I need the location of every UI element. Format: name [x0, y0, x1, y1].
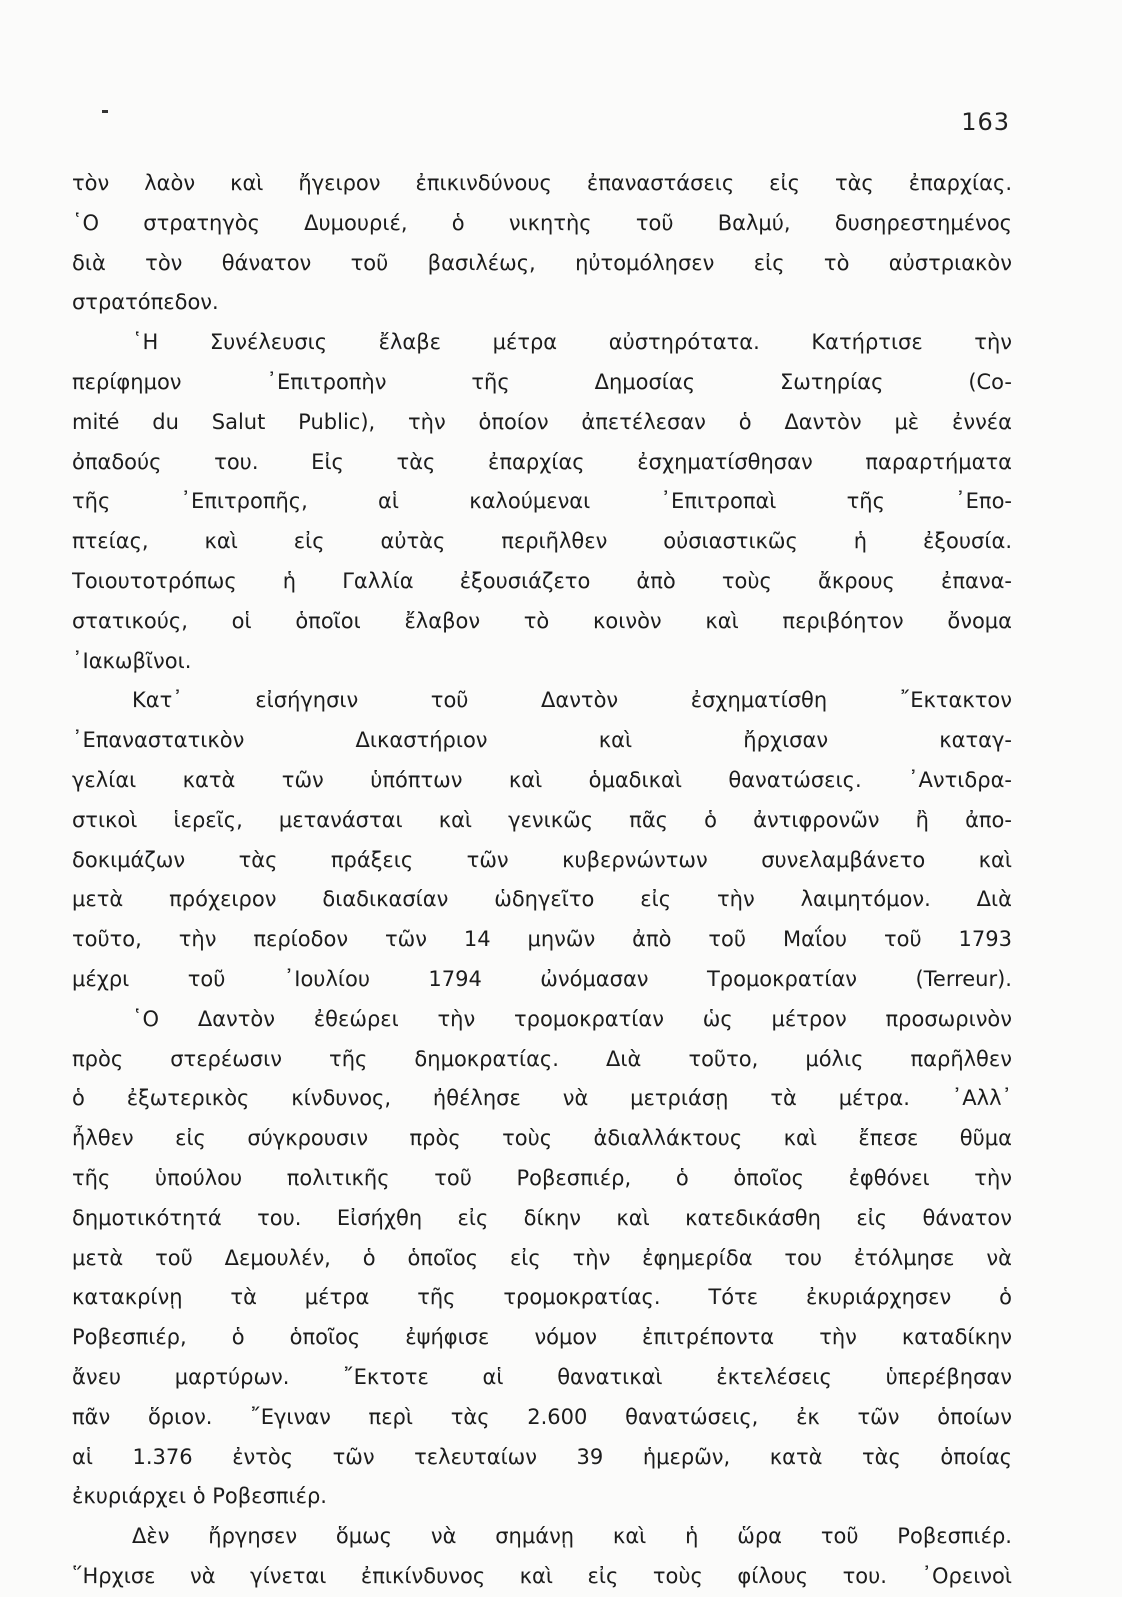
- body-text: [72, 164, 1012, 1597]
- text-line-23: πρὸς στερέωσιν τῆς δημοκρατίας. Διὰ τοῦτο, μόλις παρῆλθεν: [72, 1046, 1012, 1071]
- text-line-1: τὸν λαὸν καὶ ἤγειρον ἐπικινδύνους ἐπαναστάσεις εἰς τὰς ἐπαρχίας.: [72, 171, 1012, 195]
- text-line-20: τοῦτο, τὴν περίοδον τῶν 14 μηνῶν ἀπὸ τοῦ Μαΐου τοῦ 1793: [72, 927, 1012, 952]
- text-line-4: στρατόπεδον.: [72, 290, 219, 315]
- text-line-25: ἦλθεν εἰς σύγκρουσιν πρὸς τοὺς ἀδιαλλάκτους καὶ ἔπεσε θῦμα: [72, 1126, 1012, 1151]
- margin-mark: [102, 110, 108, 113]
- text-line-6: περίφημον ᾿Επιτροπὴν τῆς Δημοσίας Σωτηρίας (Co-: [72, 369, 1012, 394]
- text-line-3: διὰ τὸν θάνατον τοῦ βασιλέως, ηὐτομόλησεν εἰς τὸ αὐστριακὸν: [72, 250, 1012, 275]
- text-line-27: δημοτικότητά του. Εἰσήχθη εἰς δίκην καὶ κατεδικάσθη εἰς θάνατον: [72, 1205, 1012, 1230]
- text-line-31: ἄνευ μαρτύρων. ῎Εκτοτε αἱ θανατικαὶ ἐκτελέσεις ὑπερέβησαν: [72, 1364, 1012, 1389]
- text-line-19: μετὰ πρόχειρον διαδικασίαν ὡδηγεῖτο εἰς τὴν λαιμητόμον. Διὰ: [72, 887, 1012, 912]
- text-line-14: Κατ᾿ εἰσήγησιν τοῦ Δαντὸν ἐσχηματίσθη ῎Εκτακτον: [132, 688, 1012, 713]
- text-line-9: τῆς ᾿Επιτροπῆς, αἱ καλούμεναι ᾿Επιτροπαὶ τῆς ᾿Επο-: [72, 489, 1012, 514]
- text-line-13: ᾿Ιακωβῖνοι.: [72, 648, 192, 673]
- text-line-35: Δὲν ἤργησεν ὅμως νὰ σημάνῃ καὶ ἡ ὥρα τοῦ Ροβεσπιέρ.: [132, 1524, 1012, 1549]
- text-line-36: ῞Ηρχισε νὰ γίνεται ἐπικίνδυνος καὶ εἰς τοὺς φίλους του. ᾿Ορεινοὶ: [72, 1563, 1012, 1588]
- text-line-34: ἐκυριάρχει ὁ Ροβεσπιέρ.: [72, 1484, 327, 1509]
- text-line-8: ὀπαδούς του. Εἰς τὰς ἐπαρχίας ἐσχηματίσθησαν παραρτήματα: [72, 449, 1012, 474]
- text-line-22: ῾Ο Δαντὸν ἐθεώρει τὴν τρομοκρατίαν ὡς μέτρον προσωρινὸν: [132, 1006, 1012, 1031]
- text-line-7: mité du Salut Public), τὴν ὁποίον ἀπετέλεσαν ὁ Δαντὸν μὲ ἐννέα: [72, 409, 1012, 434]
- text-line-24: ὁ ἐξωτερικὸς κίνδυνος, ἠθέλησε νὰ μετριάσῃ τὰ μέτρα. ᾿Αλλ᾿: [72, 1086, 1012, 1111]
- text-line-29: κατακρίνῃ τὰ μέτρα τῆς τρομοκρατίας. Τότε ἐκυριάρχησεν ὁ: [72, 1285, 1012, 1310]
- text-line-15: ᾿Επαναστατικὸν Δικαστήριον καὶ ἤρχισαν καταγ-: [72, 728, 1012, 753]
- text-line-5: ῾Η Συνέλευσις ἔλαβε μέτρα αὐστηρότατα. Κατήρτισε τὴν: [132, 330, 1012, 355]
- text-line-32: πᾶν ὅριον. ῎Εγιναν περὶ τὰς 2.600 θανατώσεις, ἐκ τῶν ὁποίων: [72, 1404, 1012, 1429]
- text-line-26: τῆς ὑπούλου πολιτικῆς τοῦ Ροβεσπιέρ, ὁ ὁποῖος ἐφθόνει τὴν: [72, 1165, 1012, 1190]
- text-line-12: στατικούς, οἱ ὁποῖοι ἔλαβον τὸ κοινὸν καὶ περιβόητον ὄνομα: [72, 608, 1012, 633]
- text-line-17: στικοὶ ἱερεῖς, μετανάσται καὶ γενικῶς πᾶς ὁ ἀντιφρονῶν ἢ ἀπο-: [72, 807, 1012, 832]
- text-line-16: γελίαι κατὰ τῶν ὑπόπτων καὶ ὁμαδικαὶ θανατώσεις. ᾿Αντιδρα-: [72, 767, 1012, 792]
- text-line-11: Τοιουτοτρόπως ἡ Γαλλία ἐξουσιάζετο ἀπὸ τοὺς ἄκρους ἐπανα-: [72, 568, 1012, 593]
- text-line-2: ῾Ο στρατηγὸς Δυμουριέ, ὁ νικητὴς τοῦ Βαλμύ, δυσηρεστημένος: [72, 210, 1012, 235]
- page-number: 163: [961, 108, 1010, 136]
- text-line-30: Ροβεσπιέρ, ὁ ὁποῖος ἐψήφισε νόμον ἐπιτρέποντα τὴν καταδίκην: [72, 1325, 1012, 1350]
- text-line-28: μετὰ τοῦ Δεμουλέν, ὁ ὁποῖος εἰς τὴν ἐφημερίδα του ἐτόλμησε νὰ: [72, 1245, 1012, 1270]
- text-line-18: δοκιμάζων τὰς πράξεις τῶν κυβερνώντων συνελαμβάνετο καὶ: [72, 847, 1012, 872]
- text-line-21: μέχρι τοῦ ᾿Ιουλίου 1794 ὠνόμασαν Τρομοκρατίαν (Terreur).: [72, 966, 1012, 991]
- text-line-10: πτείας, καὶ εἰς αὐτὰς περιῆλθεν οὐσιαστικῶς ἡ ἐξουσία.: [72, 529, 1012, 554]
- text-line-33: αἱ 1.376 ἐντὸς τῶν τελευταίων 39 ἡμερῶν, κατὰ τὰς ὁποίας: [72, 1444, 1012, 1469]
